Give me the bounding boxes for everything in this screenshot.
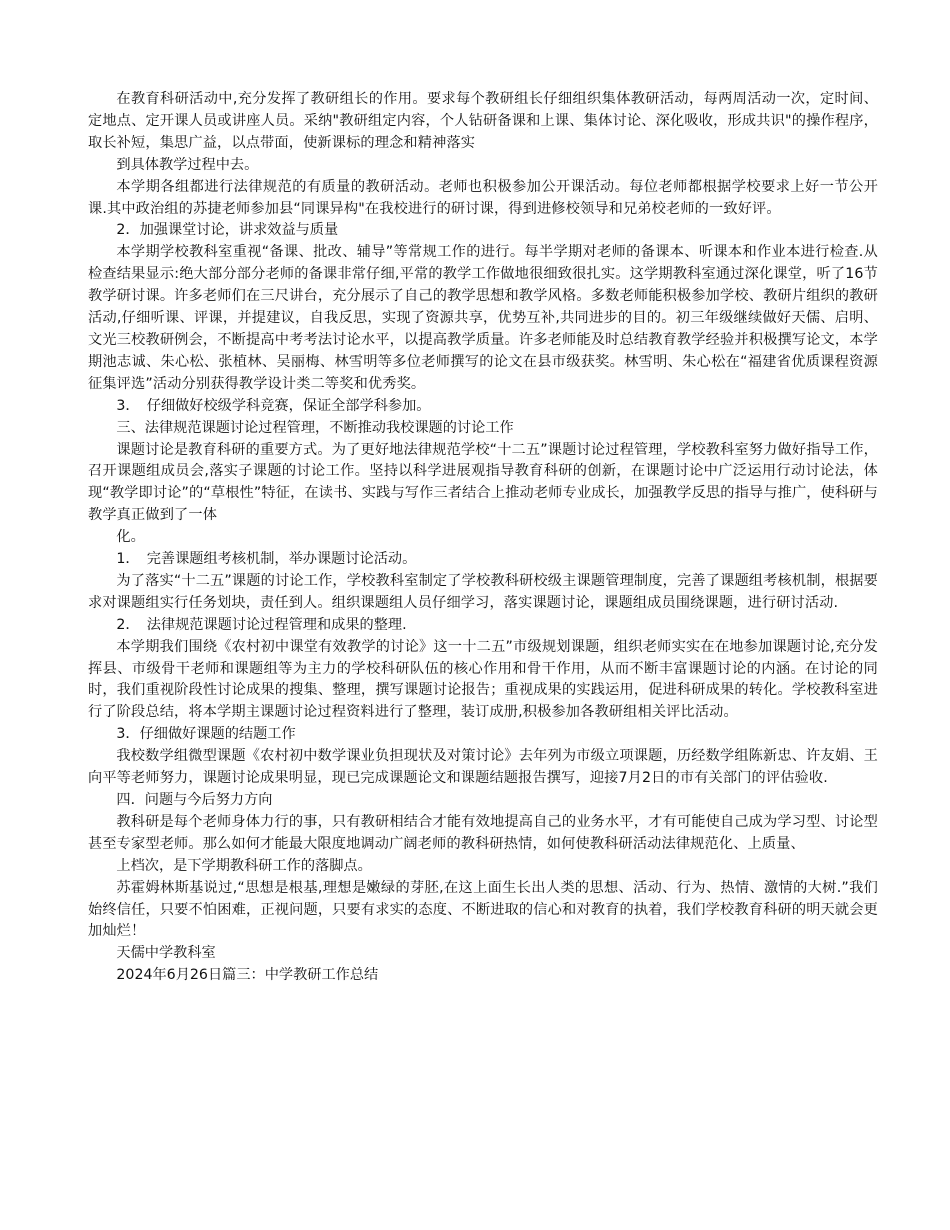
section-heading: 2． 法律规范课题讨论过程管理和成果的整理. (116, 616, 407, 633)
paragraph: 苏霍姆林斯基说过,“思想是根基,理想是嫩绿的芽胚,在这上面生长出人类的思想、活动、行为、热情、激情的大树.”我们始终信任，只要不怕困难，正视问题，只要有求实的态度、不断进取的信心和对教育的执着，我们学校教育科研的明天就会更加灿烂！ (88, 879, 878, 940)
document-body (88, 89, 878, 987)
paragraph: 本学期学校教科室重视“备课、批改、辅导”等常规工作的进行。每半学期对老师的备课本、听课本和作业本进行检查.从检查结果显示:绝大部分部分老师的备课非常仔细,平常的教学工作做地很细致很扎实。这学期教科室通过深化课堂，听了16节教学研讨课。许多老师们在三尺讲台，充分展示了自己的教学思想和教学风格。多数老师能积极参加学校、教研片组织的教研活动,仔细听课、评课，并提建议，自我反思，实现了资源共享，优势互补,共同进步的目的。初三年级继续做好天儒、启明、文光三校教研例会，不断提高中考考法讨论水平，以提高教学质量。许多老师能及时总结教育教学经验并积极撰写论文，本学期池志诚、朱心松、张植林、吴丽梅、林雪明等多位老师撰写的论文在县市级获奖。林雪明、朱心松在“福建省优质课程资源征集评选”活动分别获得教学设计类二等奖和优秀奖。 (88, 244, 878, 392)
section-heading: 四．问题与今后努力方向 (116, 792, 273, 808)
section-heading: 2024年6月26日篇三：中学教研工作总结 (116, 967, 379, 984)
paragraph: 在教育科研活动中,充分发挥了教研组长的作用。要求每个教研组长仔细组织集体教研活动，每两周活动一次，定时间、定地点、定开课人员或讲座人员。采纳"教研组定内容，个人钻研备课和上课、集体讨论、深化吸收，形成共识"的操作程序，取长补短，集思广益，以点带面，使新课标的理念和精神落实 (88, 91, 878, 151)
section-heading: 天儒中学教科室 (116, 945, 216, 962)
section-heading: 3． 仔细做好校级学科竞赛，保证全部学科参加。 (116, 397, 431, 414)
paragraph: 为了落实“十二五”课题的讨论工作，学校教科室制定了学校教科研校级主课题管理制度，完善了课题组考核机制，根据要求对课题组实行任务划块，责任到人。组织课题组人员仔细学习，落实课题讨论，课题组成员围绕课题，进行研讨活动. (88, 572, 878, 611)
paragraph: 本学期我们围绕《农村初中课堂有效教学的讨论》这一十二五”市级规划课题，组织老师实实在在地参加课题讨论,充分发挥县、市级骨干老师和课题组等为主力的学校科研队伍的核心作用和骨干作用，从而不断丰富课题讨论的内涵。在讨论的同时，我们重视阶段性讨论成果的搜集、整理，撰写课题讨论报告；重视成果的实践运用，促进科研成果的转化。学校教科室进行了阶段总结，将本学期主课题讨论过程资料进行了整理，装订成册,积极参加各教研组相关评比活动。 (88, 638, 878, 721)
paragraph: 到具体教学过程中去。 (116, 156, 259, 173)
section-heading: 3．仔细做好课题的结题工作 (116, 726, 296, 743)
paragraph: 化。 (116, 529, 145, 546)
paragraph: 教科研是每个老师身体力行的事，只有教研相结合才能有效地提高自己的业务水平，才有可能使自己成为学习型、讨论型甚至专家型老师。那么如何才能最大限度地调动广阔老师的教科研热情，如何使教科研活动法律规范化、上质量、 (88, 813, 878, 852)
section-heading: 三、法律规范课题讨论过程管理，不断推动我校课题的讨论工作 (116, 419, 514, 436)
paragraph: 本学期各组都进行法律规范的有质量的教研活动。老师也积极参加公开课活动。每位老师都根据学校要求上好一节公开课.其中政治组的苏捷老师参加县“同课异构"在我校进行的研讨课，得到进修校领导和兄弟校老师的一致好评。 (88, 178, 878, 217)
section-heading: 1． 完善课题组考核机制，举办课题讨论活动。 (116, 551, 417, 568)
section-heading: 2．加强课堂讨论，讲求效益与质量 (116, 222, 339, 239)
paragraph: 课题讨论是教育科研的重要方式。为了更好地法律规范学校“十二五”课题讨论过程管理，学校教科室努力做好指导工作，召开课题组成员会,落实子课题的讨论工作。坚持以科学进展观指导教育科研的创新，在课题讨论中广泛运用行动讨论法，体现“教学即讨论”的“草根性”特征，在读书、实践与写作三者结合上推动老师专业成长，加强教学反思的指导与推广，使科研与教学真正做到了一体 (88, 441, 878, 524)
paragraph: 我校数学组微型课题《农村初中数学课业负担现状及对策讨论》去年列为市级立项课题，历经数学组陈新忠、许友娟、王向平等老师努力，课题讨论成果明显，现已完成课题论文和课题结题报告撰写，迎接7月2日的市有关部门的评估验收. (88, 748, 878, 787)
paragraph: 上档次，是下学期教科研工作的落脚点。 (116, 857, 372, 874)
